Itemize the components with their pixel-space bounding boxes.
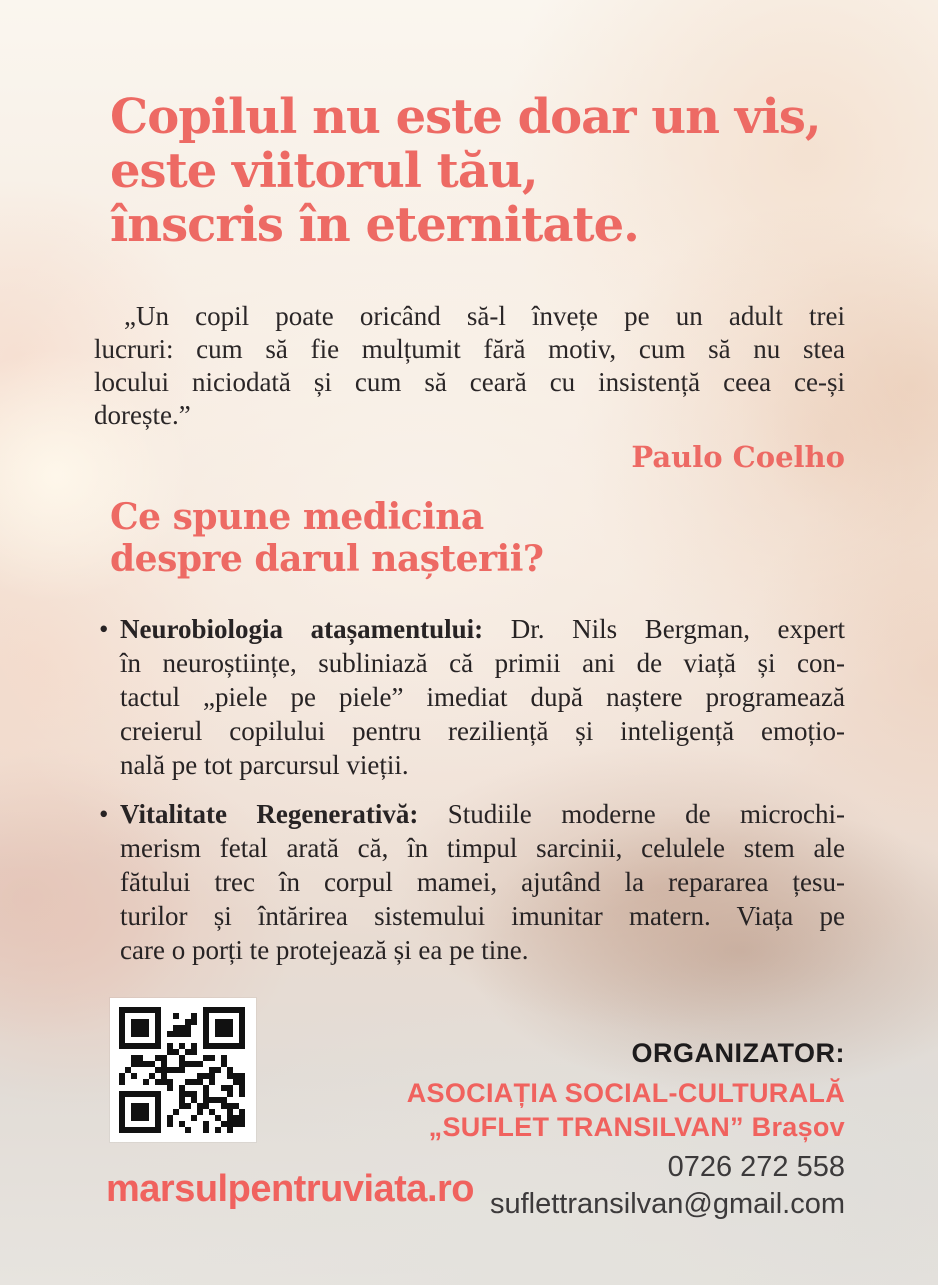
bullet-line (120, 612, 845, 646)
quote-line: locului niciodată și cum să ceară cu insistență ceea ce-și (94, 367, 845, 397)
section-heading-line: Ce spune medicina (110, 496, 484, 538)
quote-block (94, 300, 845, 474)
bullet-line-rest: Dr. Nils Bergman, expert (483, 614, 846, 644)
organizer-name-line1: ASOCIAȚIA SOCIAL-CULTURALĂ (406, 1078, 845, 1108)
website-url: marsulpentruviata.ro (106, 1168, 474, 1210)
organizer-email: suflettransilvan@gmail.com (489, 1188, 845, 1220)
bullet-line: tactul „piele pe piele” imediat după naștere programează (120, 682, 845, 712)
bullet-line: merism fetal arată că, în timpul sarcinii, celulele stem ale (120, 833, 845, 863)
headline-line: Copilul nu este doar un vis, (110, 89, 821, 145)
bullet-item-neurobiology (94, 612, 845, 782)
quote-line: lucruri: cum să fie mulțumit fără motiv, cum să nu stea (94, 334, 845, 364)
bullet-item-vitality (94, 797, 845, 967)
quote-attribution: Paulo Coelho (631, 440, 845, 474)
bullet-line: fătului trec în corpul mamei, ajutând la repararea țesu- (120, 867, 845, 897)
bullet-list (94, 612, 845, 982)
bullet-line: creierul copilului pentru reziliență și inteligență emoțio- (120, 716, 845, 746)
organizer-name-line2: „SUFLET TRANSILVAN” Brașov (428, 1112, 845, 1142)
bullet-icon: • (99, 614, 109, 644)
organizer-phone: 0726 272 558 (667, 1151, 845, 1183)
bullet-lead: Vitalitate Regenerativă: (120, 799, 419, 829)
quote-line: „Un copil poate oricând să-l învețe pe un adult trei (124, 301, 845, 331)
organizer-label: ORGANIZATOR: (631, 1038, 845, 1068)
headline-line: este viitorul tău, (110, 143, 538, 199)
bullet-lead: Neurobiologia atașamentului: (120, 614, 484, 644)
bullet-icon: • (99, 799, 109, 829)
quote-line: dorește.” (94, 400, 191, 430)
bullet-line-rest: Studiile moderne de microchi- (418, 799, 845, 829)
bullet-line: în neuroștiințe, subliniază că primii ani de viață și con- (120, 648, 845, 678)
bullet-line (120, 797, 845, 831)
section-heading (110, 496, 543, 580)
qr-code-icon (119, 1007, 245, 1133)
bullet-line: care o porți te protejează și ea pe tine. (120, 935, 529, 965)
qr-code (110, 998, 256, 1142)
organizer-block (407, 1038, 845, 1222)
headline-line: înscris în eternitate. (110, 197, 639, 253)
section-heading-line: despre darul nașterii? (110, 538, 544, 580)
bullet-line: turilor și întărirea sistemului imunitar matern. Viața pe (120, 901, 845, 931)
bullet-line: nală pe tot parcursul vieții. (120, 750, 409, 780)
headline (110, 90, 821, 252)
